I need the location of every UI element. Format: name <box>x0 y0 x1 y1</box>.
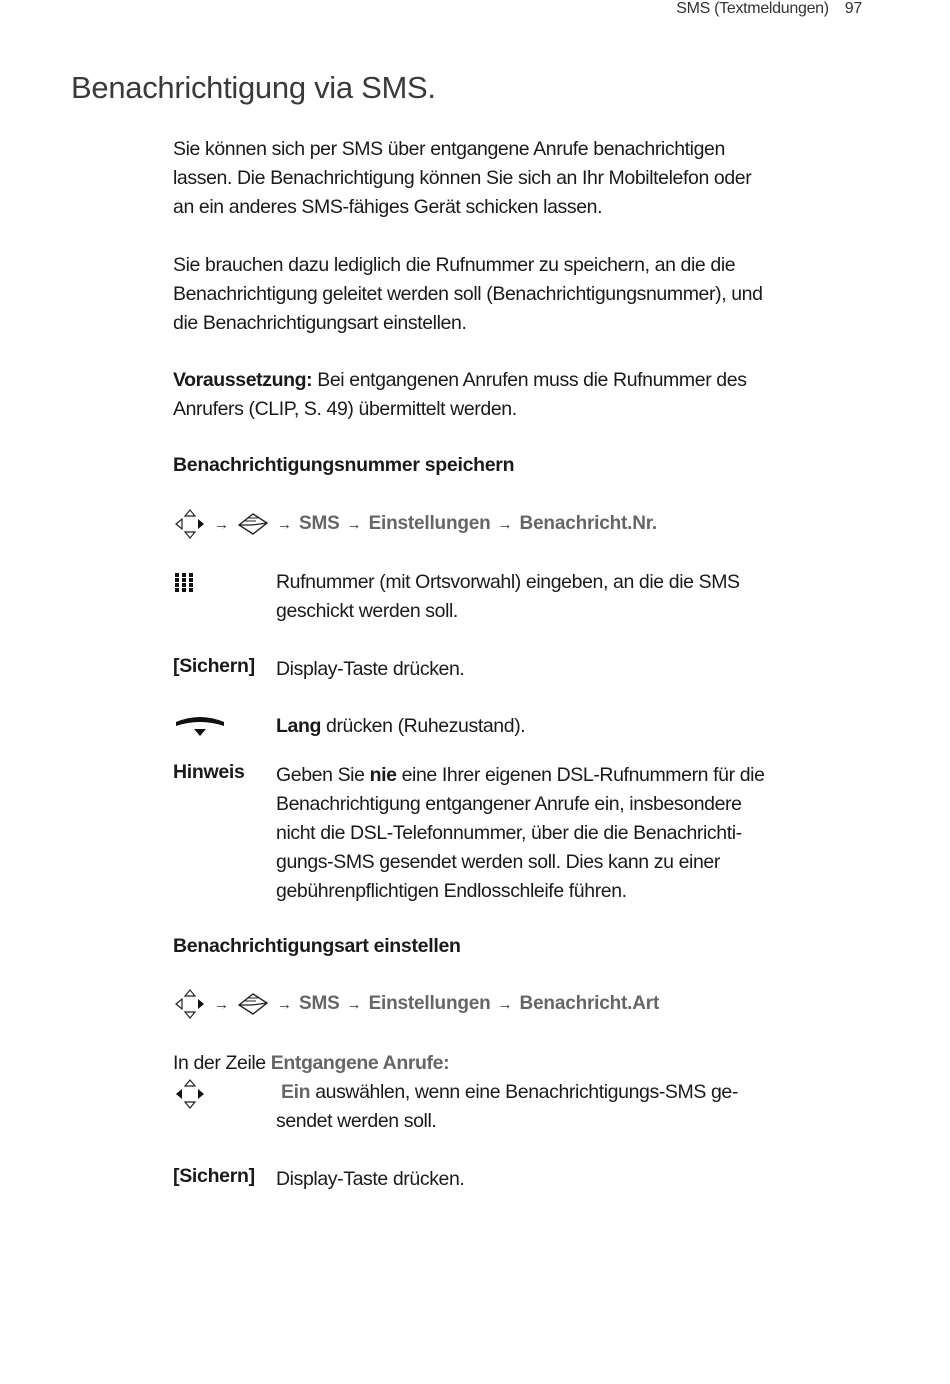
arrow-icon: → <box>497 515 513 533</box>
page-number: 97 <box>844 0 862 17</box>
navigation-key-icon <box>173 508 207 540</box>
hinweis-text-pre: Geben Sie <box>276 764 370 786</box>
menu-item-einstellungen: Einstellungen <box>368 513 491 534</box>
arrow-icon: → <box>277 995 292 1013</box>
line-instruction <box>173 1049 773 1078</box>
line-instruction-pre: In der Zeile <box>173 1052 271 1074</box>
hinweis-text-post: eine Ihrer eigenen DSL-Rufnummern für die Benachrichtigung entgangener Anrufe ein, insbesondere nicht die DSL-Telefonnummer, über die die Benachrichti-gungs-SMS gesendet werden soll. Dies kann zu einer gebührenpflichtigen Endlosschleife führen. <box>276 764 765 902</box>
section-heading-number: Benachrichtigungsnummer speichern <box>173 454 515 476</box>
arrow-icon: → <box>497 995 513 1013</box>
navigation-key-icon <box>173 988 207 1020</box>
select-step-text <box>276 1078 766 1136</box>
select-step-rest: auswählen, wenn eine Benachrichtigungs-SMS ge-sendet werden soll. <box>276 1081 738 1132</box>
intro-paragraph-1: Sie können sich per SMS über entgangene Anrufe benachrichtigen lassen. Die Benachrichtigung können Sie sich an Ihr Mobiltelefon oder an ein anderes SMS-fähiges Gerät schicken lassen. <box>173 138 752 218</box>
menu-path-number <box>173 508 657 540</box>
requirement-paragraph <box>173 366 773 424</box>
requirement-text: Bei entgangenen Anrufen muss die Rufnummer des Anrufers (CLIP, S. 49) übermittelt werden. <box>173 369 747 420</box>
menu-item-benachricht-art: Benachricht.Art <box>519 993 660 1014</box>
menu-path-type <box>173 988 659 1020</box>
message-envelope-icon <box>236 511 270 537</box>
sichern-key-label: [Sichern] <box>173 1165 255 1187</box>
intro-paragraph-2: Sie brauchen dazu lediglich die Rufnummer zu speichern, an die die Benachrichtigung geleitet werden soll (Benachrichtigungsnummer), und die Benachrichtigungsart einstellen. <box>173 254 763 334</box>
menu-item-benachricht-nr: Benachricht.Nr. <box>519 513 657 534</box>
hinweis-text <box>276 761 766 906</box>
sichern-step-text: Display-Taste drücken. <box>276 1168 465 1190</box>
hinweis-label: Hinweis <box>173 761 245 783</box>
running-header <box>676 0 862 18</box>
section-heading-type: Benachrichtigungsart einstellen <box>173 935 461 957</box>
hinweis-text-bold: nie <box>369 764 397 786</box>
page-title: Benachrichtigung via SMS. <box>71 70 436 105</box>
requirement-label: Voraussetzung: <box>173 369 313 391</box>
arrow-icon: → <box>346 515 362 533</box>
sichern-step-text: Display-Taste drücken. <box>276 658 465 680</box>
arrow-icon: → <box>277 515 292 533</box>
end-step-bold: Lang <box>276 715 321 737</box>
header-section: SMS (Textmeldungen) <box>676 0 829 17</box>
end-step-text <box>276 712 766 741</box>
arrow-icon: → <box>214 515 229 533</box>
select-step-menu: Ein <box>281 1081 311 1103</box>
line-instruction-menu: Entgangene Anrufe: <box>270 1052 450 1074</box>
end-call-key-icon <box>174 714 226 738</box>
message-envelope-icon <box>236 991 270 1017</box>
end-step-rest: drücken (Ruhezustand). <box>320 715 526 737</box>
menu-item-einstellungen: Einstellungen <box>368 993 491 1014</box>
navigation-left-right-icon <box>173 1078 207 1110</box>
sichern-key-label: [Sichern] <box>173 655 255 677</box>
keypad-step-text: Rufnummer (mit Ortsvorwahl) eingeben, an die die SMS geschickt werden soll. <box>276 571 740 622</box>
arrow-icon: → <box>214 995 229 1013</box>
arrow-icon: → <box>346 995 362 1013</box>
menu-item-sms: SMS <box>299 993 340 1014</box>
keypad-icon <box>173 571 195 593</box>
menu-item-sms: SMS <box>299 513 340 534</box>
